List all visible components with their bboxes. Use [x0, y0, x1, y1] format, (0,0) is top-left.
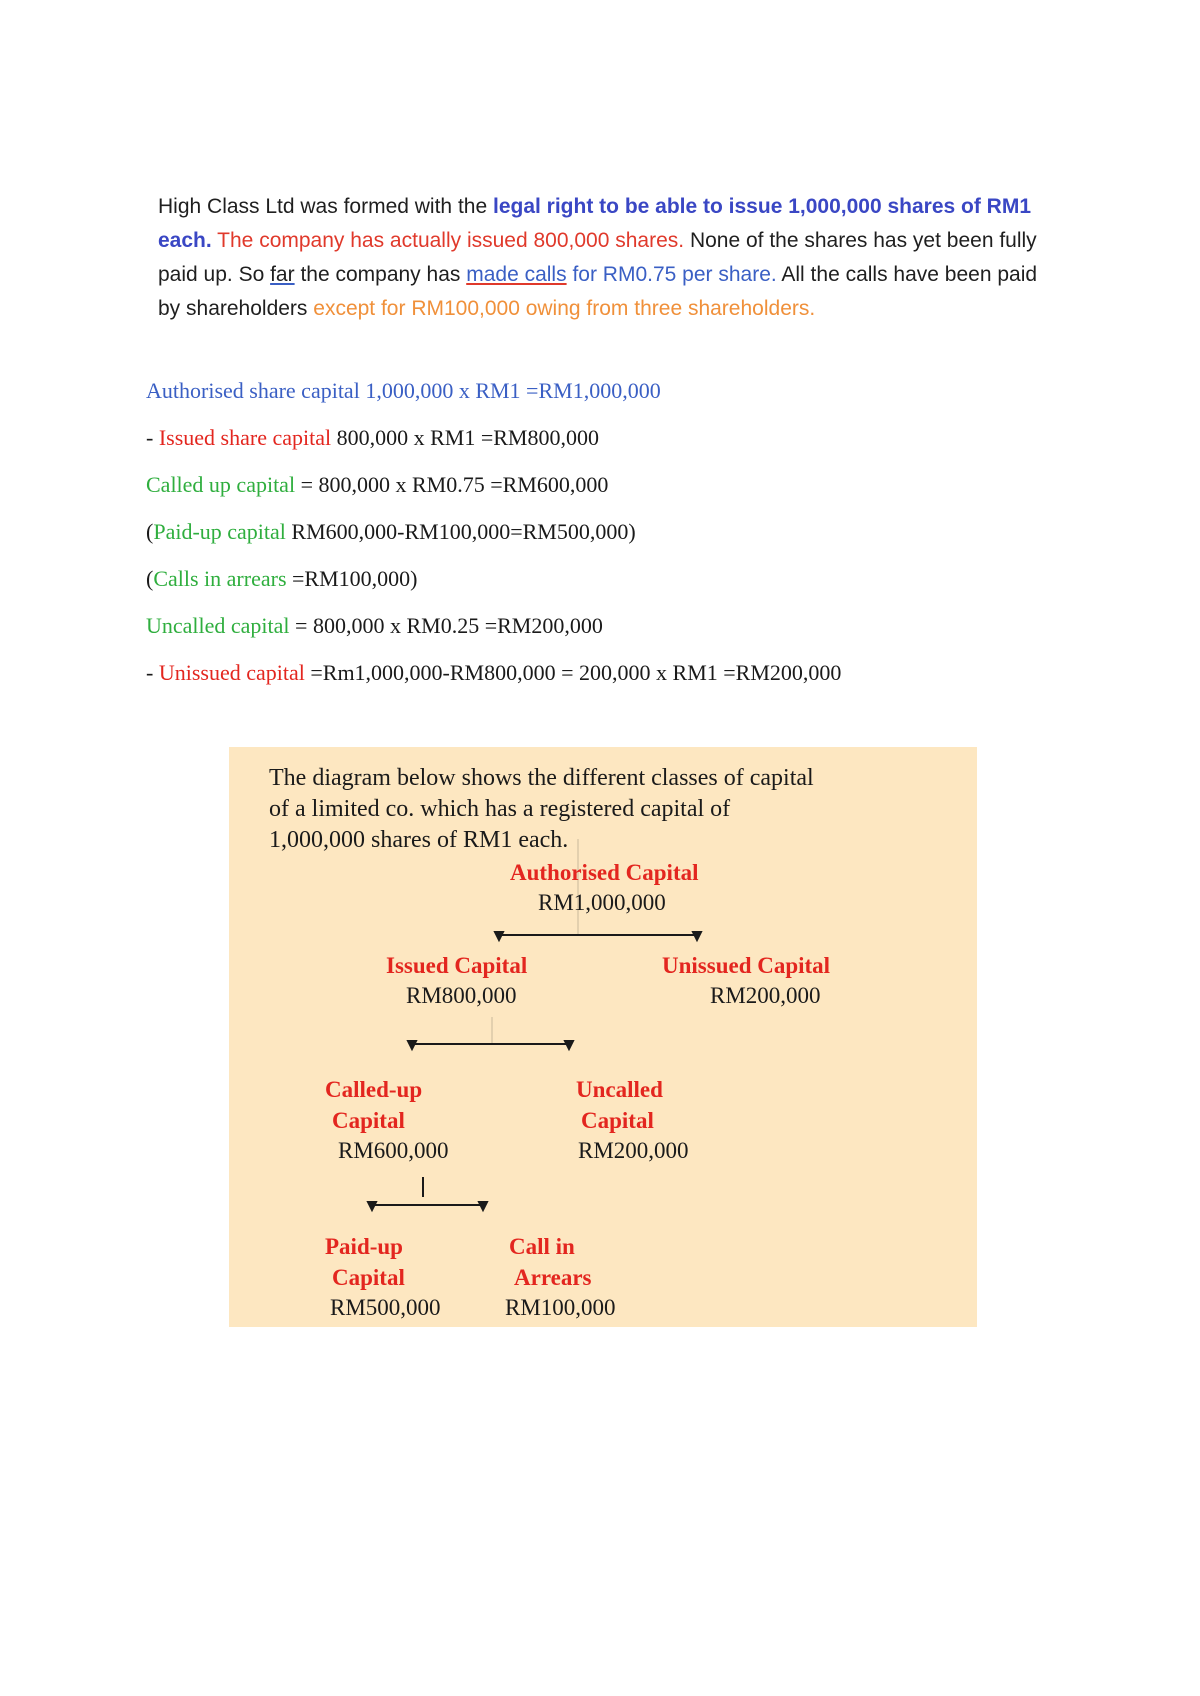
- intro-issued: The company has actually issued 800,000 shares.: [217, 229, 685, 252]
- unissued-capital-value: RM200,000: [710, 983, 821, 1008]
- calc-unissued-label: Unissued capital: [158, 660, 305, 685]
- unissued-capital-title: Unissued Capital: [662, 953, 831, 978]
- arrears-title-2: Arrears: [514, 1265, 592, 1290]
- uncalled-capital-title-2: Capital: [581, 1108, 654, 1133]
- intro-text-3: the company has: [294, 263, 467, 286]
- calledup-capital-value: RM600,000: [338, 1138, 449, 1163]
- calc-paidup-label: Paid-up capital: [153, 519, 286, 544]
- diagram-intro: The diagram below shows the different classes of capital of a limited co. which has a registered capital of 1,000,000 shares of RM1 each.: [269, 765, 814, 853]
- calc-arrears-label: Calls in arrears: [153, 566, 287, 591]
- calledup-capital-title-2: Capital: [332, 1108, 405, 1133]
- calc-issued: - Issued share capital 800,000 x RM1 =RM800,000: [146, 425, 599, 450]
- calc-uncalled-value: = 800,000 x RM0.25 =RM200,000: [289, 613, 603, 638]
- calc-calledup: [146, 472, 608, 498]
- intro-text-1: High Class Ltd was formed with the: [158, 195, 493, 218]
- uncalled-capital-value: RM200,000: [578, 1138, 689, 1163]
- capital-diagram: [229, 747, 977, 1327]
- calc-authorised: Authorised share capital 1,000,000 x RM1 =RM1,000,000: [146, 378, 661, 403]
- intro-made-calls: made calls: [466, 263, 567, 286]
- calc-unissued: - Unissued capital =Rm1,000,000-RM800,000 = 200,000 x RM1 =RM200,000: [146, 660, 842, 685]
- calc-calledup-value: = 800,000 x RM0.75 =RM600,000: [295, 472, 609, 497]
- paidup-capital-title-2: Capital: [332, 1265, 405, 1290]
- paidup-capital-value: RM500,000: [330, 1295, 441, 1320]
- intro-far: far: [270, 263, 295, 286]
- intro-paragraph: [158, 190, 1058, 326]
- arrears-value: RM100,000: [505, 1295, 616, 1320]
- authorised-capital-value: RM1,000,000: [538, 890, 666, 915]
- issued-capital-value: RM800,000: [406, 983, 517, 1008]
- calc-uncalled-label: Uncalled capital: [146, 613, 290, 638]
- calc-issued-label: Issued share capital: [158, 425, 332, 450]
- authorised-capital-title: Authorised Capital: [510, 860, 699, 885]
- arrears-title-1: Call in: [509, 1234, 575, 1259]
- intro-text-4: All the calls have been paid by shareholders: [158, 263, 1038, 320]
- calc-arrears: (Calls in arrears =RM100,000): [146, 566, 418, 591]
- intro-per-share: for RM0.75 per share.: [566, 263, 777, 286]
- uncalled-capital-title-1: Uncalled: [576, 1077, 663, 1102]
- calc-paidup-value: RM600,000-RM100,000=RM500,000): [285, 519, 636, 544]
- calc-arrears-value: =RM100,000): [286, 566, 418, 591]
- intro-except: except for RM100,000 owing from three shareholders.: [313, 297, 816, 320]
- calc-issued-value: 800,000 x RM1 =RM800,000: [331, 425, 599, 450]
- calc-uncalled: [146, 613, 603, 639]
- intro-legal-right: legal right to be able to issue 1,000,000 shares of RM1 each.: [158, 195, 1032, 252]
- calledup-capital-title-1: Called-up: [325, 1077, 423, 1102]
- calc-paidup: (Paid-up capital RM600,000-RM100,000=RM500,000): [146, 519, 636, 544]
- calc-unissued-value: =Rm1,000,000-RM800,000 = 200,000 x RM1 =RM200,000: [304, 660, 842, 685]
- issued-capital-title: Issued Capital: [386, 953, 528, 978]
- calc-calledup-label: Called up capital: [146, 472, 296, 497]
- paidup-capital-title-1: Paid-up: [325, 1234, 403, 1259]
- intro-text-2: None of the shares has yet been fully paid up. So: [158, 229, 1037, 286]
